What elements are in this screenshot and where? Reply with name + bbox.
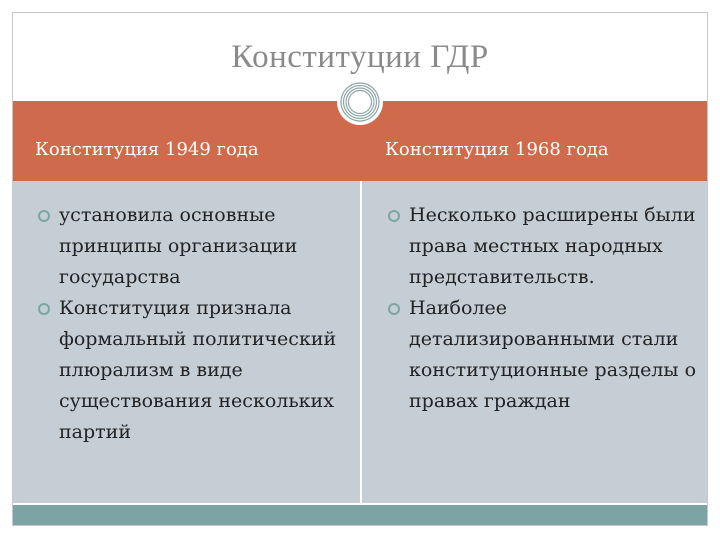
column-heading-1949: Конституция 1949 года [35,139,259,160]
bullet-list-1968 [385,200,701,417]
column-divider [360,181,362,503]
bullet-list-1949 [35,200,351,448]
list-item [385,293,701,417]
column-heading-1968: Конституция 1968 года [385,139,609,160]
bullet-text: Конституция признала формальный политический плюрализм в виде существования нескольких партий [59,297,337,443]
slide-title: Конституции ГДР [231,39,489,75]
list-item [35,200,351,293]
bullet-icon [387,209,401,223]
bullet-icon [37,209,51,223]
circle-emblem-icon [337,79,383,125]
list-item [385,200,701,293]
slide [12,12,708,526]
bullet-text: установила основные принципы организации государства [59,204,298,288]
bullet-icon [387,302,401,316]
bullet-text: Несколько расширены были права местных народных представительств. [409,204,696,288]
list-item [35,293,351,448]
footer-band [13,505,707,525]
bullet-icon [37,302,51,316]
bullet-text: Наиболее детализированными стали конституционные разделы о правах граждан [409,297,697,412]
